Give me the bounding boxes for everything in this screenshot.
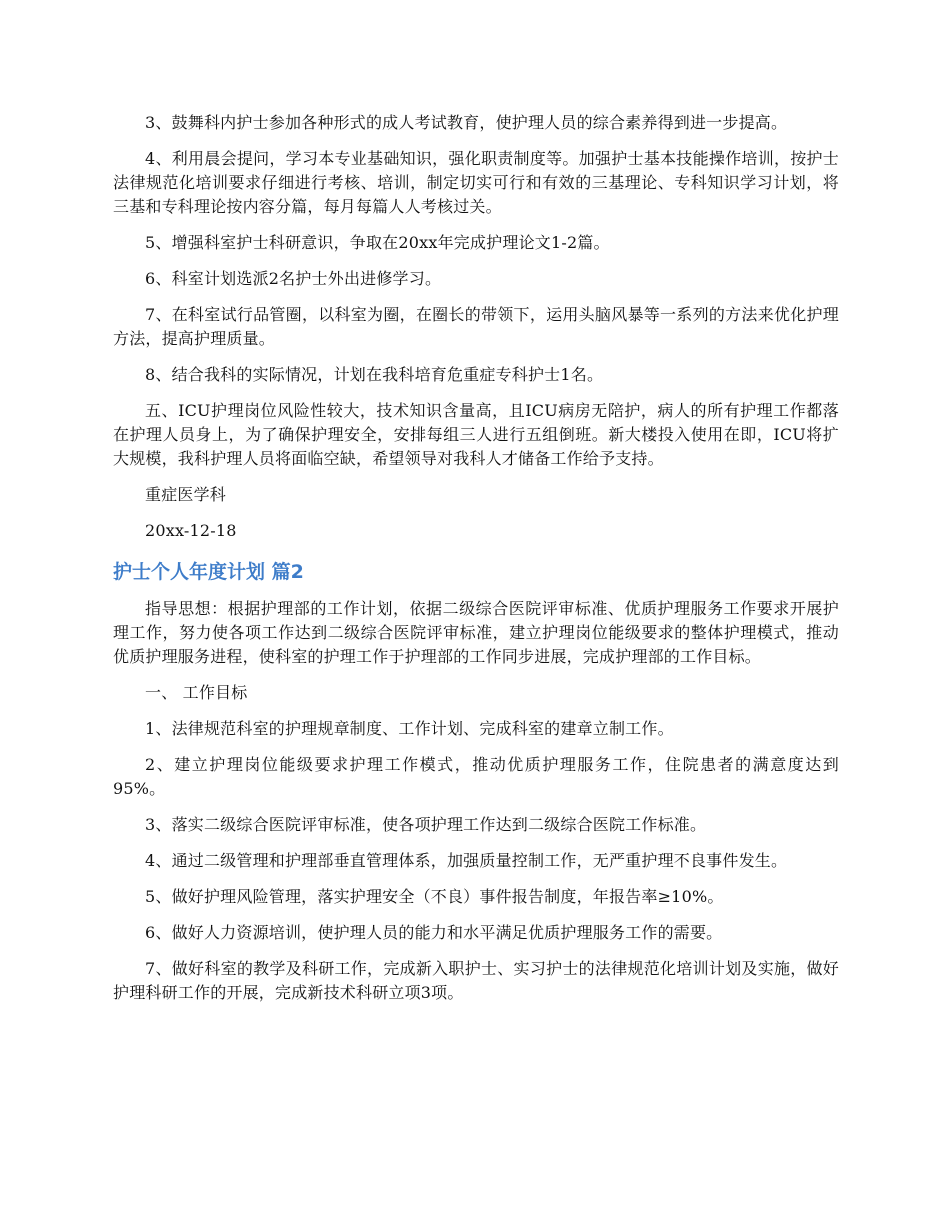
paragraph-item-4: 4、利用晨会提问，学习本专业基础知识，强化职责制度等。加强护士基本技能操作培训，按护士法律规范化培训要求仔细进行考核、培训，制定切实可行和有效的三基理论、专科知识学习计划，将三基和专科理论按内容分篇，每月每篇人人考核过关。 [113, 149, 839, 216]
goal-item-1: 1、法律规范科室的护理规章制度、工作计划、完成科室的建章立制工作。 [145, 719, 674, 738]
paragraph-item-5: 5、增强科室护士科研意识，争取在20xx年完成护理论文1-2篇。 [145, 233, 610, 252]
goal-item-7: 7、做好科室的教学及科研工作，完成新入职护士、实习护士的法律规范化培训计划及实施，做好护理科研工作的开展，完成新技术科研立项3项。 [113, 959, 839, 1002]
goal-item-5: 5、做好护理风险管理，落实护理安全（不良）事件报告制度，年报告率≥10%。 [145, 887, 724, 906]
paragraph-item-8: 8、结合我科的实际情况，计划在我科培育危重症专科护士1名。 [145, 365, 604, 384]
goal-item-6: 6、做好人力资源培训，使护理人员的能力和水平满足优质护理服务工作的需要。 [145, 923, 723, 942]
paragraph-item-6: 6、科室计划选派2名护士外出进修学习。 [145, 269, 442, 288]
work-goals-title: 一、 工作目标 [145, 683, 248, 702]
goal-item-2: 2、建立护理岗位能级要求护理工作模式，推动优质护理服务工作，住院患者的满意度达到95%。 [113, 755, 839, 798]
goal-item-3: 3、落实二级综合医院评审标准，使各项护理工作达到二级综合医院工作标准。 [145, 815, 707, 834]
section-heading: 护士个人年度计划 篇2 [113, 561, 304, 583]
paragraph-item-7: 7、在科室试行品管圈，以科室为圈，在圈长的带领下，运用头脑风暴等一系列的方法来优化护理方法，提高护理质量。 [113, 305, 839, 348]
goal-item-4: 4、通过二级管理和护理部垂直管理体系，加强质量控制工作，无严重护理不良事件发生。 [145, 851, 788, 870]
paragraph-item-3: 3、鼓舞科内护士参加各种形式的成人考试教育，使护理人员的综合素养得到进一步提高。 [145, 113, 788, 132]
document-date: 20xx-12-18 [145, 521, 237, 540]
paragraph-section-five: 五、ICU护理岗位风险性较大，技术知识含量高，且ICU病房无陪护，病人的所有护理工作都落在护理人员身上，为了确保护理安全，安排每组三人进行五组倒班。新大楼投入使用在即，ICU将扩大规模，我科护理人员将面临空缺，希望领导对我科人才储备工作给予支持。 [113, 401, 839, 468]
guiding-ideology-paragraph: 指导思想：根据护理部的工作计划，依据二级综合医院评审标准、优质护理服务工作要求开展护理工作，努力使各项工作达到二级综合医院评审标准，建立护理岗位能级要求的整体护理模式，推动优质护理服务进程，使科室的护理工作于护理部的工作同步进展，完成护理部的工作目标。 [113, 599, 839, 666]
department-signature: 重症医学科 [145, 485, 227, 504]
document-body [113, 111, 839, 1017]
